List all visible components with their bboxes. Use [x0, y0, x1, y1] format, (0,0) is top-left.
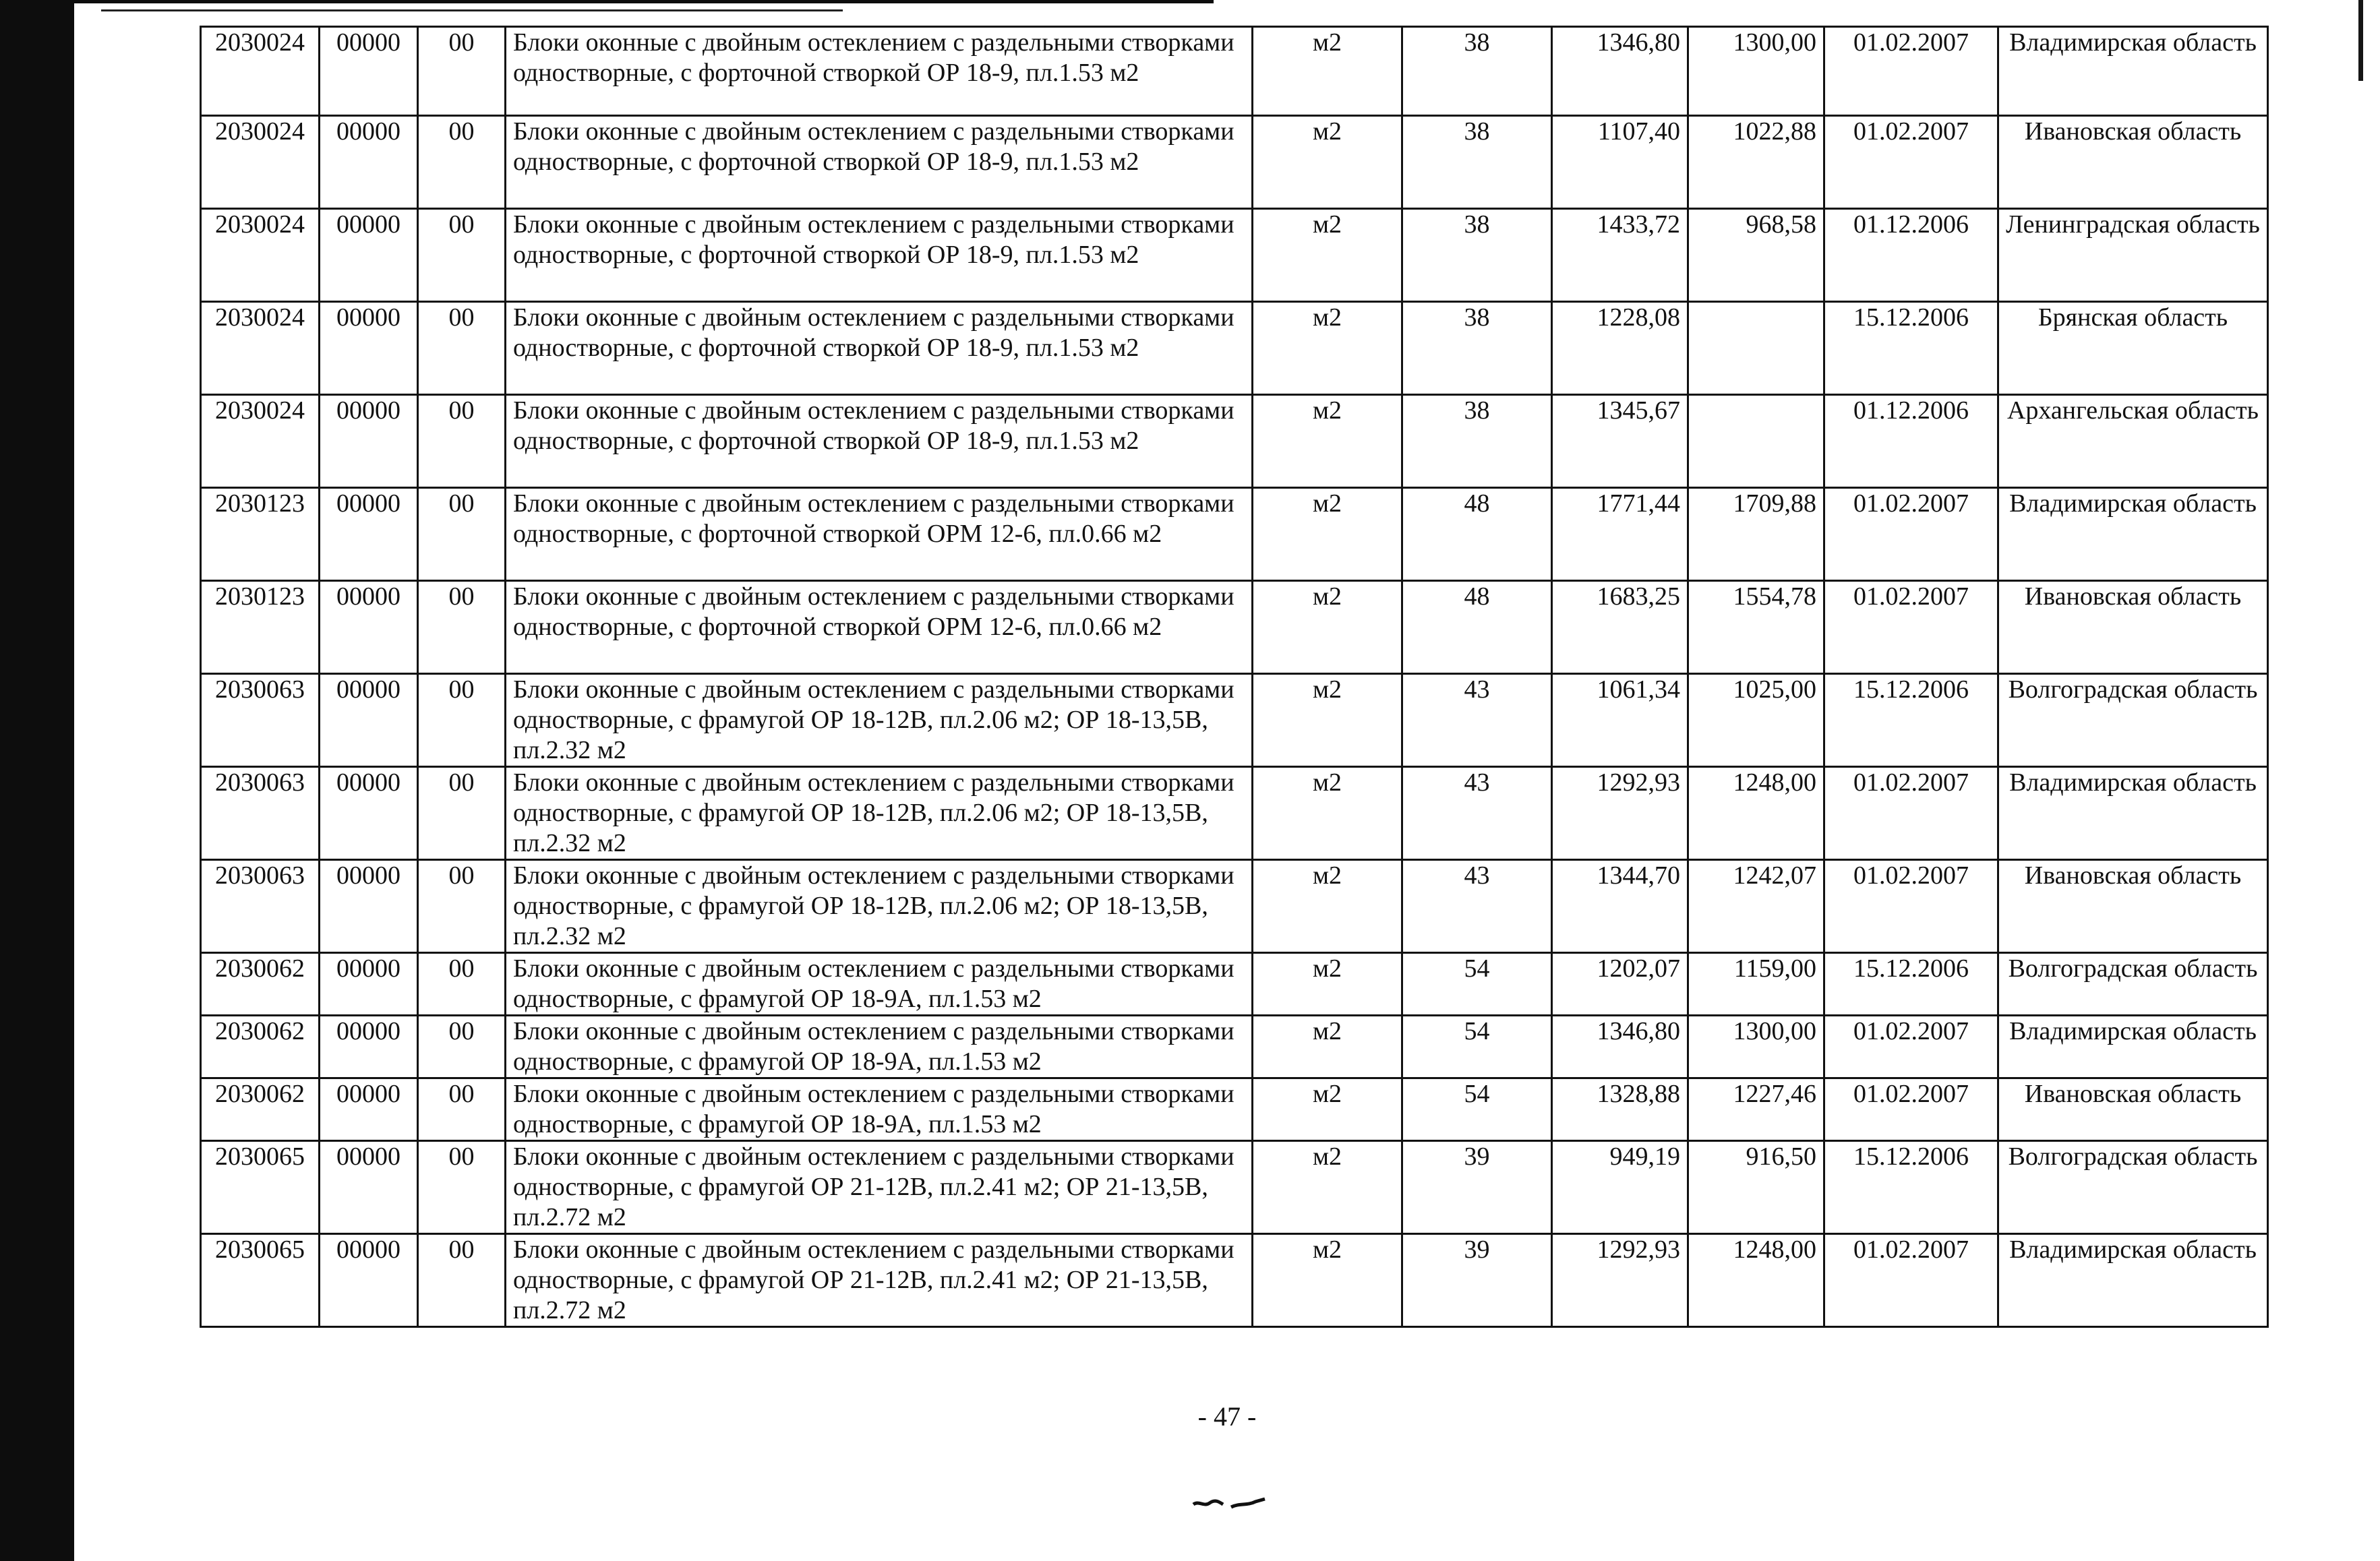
cell-price-1: 1346,80	[1552, 1016, 1688, 1078]
table-row	[201, 1141, 2268, 1234]
cell-price-2: 1227,46	[1688, 1078, 1824, 1141]
cell-price-1: 1346,80	[1552, 27, 1688, 116]
cell-subcode: 00000	[320, 116, 418, 209]
scan-right-mark	[2358, 0, 2363, 81]
cell-group: 00	[418, 488, 506, 581]
table-row	[201, 488, 2268, 581]
cell-region: Волгоградская область	[1998, 674, 2268, 767]
cell-price-1: 1228,08	[1552, 302, 1688, 395]
cell-unit: м2	[1253, 1234, 1402, 1327]
cell-price-2: 1300,00	[1688, 27, 1824, 116]
cell-region: Владимирская область	[1998, 767, 2268, 860]
cell-index: 43	[1402, 767, 1552, 860]
cell-code: 2030123	[201, 581, 320, 674]
cell-unit: м2	[1253, 1078, 1402, 1141]
cell-index: 43	[1402, 674, 1552, 767]
cell-index: 38	[1402, 395, 1552, 488]
cell-code: 2030063	[201, 767, 320, 860]
cell-price-1: 1344,70	[1552, 860, 1688, 953]
scan-top-shadow	[0, 0, 1214, 9]
page-number: - 47 -	[1197, 1401, 1257, 1432]
table-body	[201, 27, 2268, 1327]
cell-code: 2030024	[201, 302, 320, 395]
cell-subcode: 00000	[320, 395, 418, 488]
cell-region: Ивановская область	[1998, 116, 2268, 209]
cell-region: Ленинградская область	[1998, 209, 2268, 302]
cell-group: 00	[418, 1234, 506, 1327]
cell-region: Брянская область	[1998, 302, 2268, 395]
cell-index: 39	[1402, 1141, 1552, 1234]
cell-index: 38	[1402, 27, 1552, 116]
cell-date: 15.12.2006	[1824, 674, 1998, 767]
cell-region: Ивановская область	[1998, 581, 2268, 674]
cell-index: 48	[1402, 488, 1552, 581]
cell-code: 2030062	[201, 953, 320, 1016]
cell-name: Блоки оконные с двойным остеклением с раздельными створками одностворные, с фрамугой ОР 18-12В, пл.2.06 м2; ОР 18-13,5В, пл.2.32 м2	[506, 674, 1253, 767]
cell-price-2: 1709,88	[1688, 488, 1824, 581]
table-row	[201, 1016, 2268, 1078]
cell-subcode: 00000	[320, 1234, 418, 1327]
cell-price-1: 1328,88	[1552, 1078, 1688, 1141]
cell-code: 2030063	[201, 860, 320, 953]
table-row	[201, 953, 2268, 1016]
cell-index: 38	[1402, 116, 1552, 209]
table-row	[201, 767, 2268, 860]
cell-name: Блоки оконные с двойным остеклением с раздельными створками одностворные, с фрамугой ОР 21-12В, пл.2.41 м2; ОР 21-13,5В, пл.2.72 м2	[506, 1234, 1253, 1327]
cell-date: 15.12.2006	[1824, 302, 1998, 395]
table-row	[201, 209, 2268, 302]
cell-name: Блоки оконные с двойным остеклением с раздельными створками одностворные, с фрамугой ОР 18-9А, пл.1.53 м2	[506, 1016, 1253, 1078]
cell-date: 01.02.2007	[1824, 1078, 1998, 1141]
table-row	[201, 116, 2268, 209]
cell-price-1: 1683,25	[1552, 581, 1688, 674]
cell-index: 48	[1402, 581, 1552, 674]
cell-subcode: 00000	[320, 1016, 418, 1078]
cell-name: Блоки оконные с двойным остеклением с раздельными створками одностворные, с фрамугой ОР 18-9А, пл.1.53 м2	[506, 953, 1253, 1016]
cell-name: Блоки оконные с двойным остеклением с раздельными створками одностворные, с форточной створкой ОР 18-9, пл.1.53 м2	[506, 27, 1253, 116]
table-row	[201, 674, 2268, 767]
table-row	[201, 1234, 2268, 1327]
cell-price-2: 1554,78	[1688, 581, 1824, 674]
cell-unit: м2	[1253, 953, 1402, 1016]
cell-group: 00	[418, 302, 506, 395]
cell-index: 54	[1402, 953, 1552, 1016]
cell-code: 2030065	[201, 1141, 320, 1234]
cell-price-2: 1242,07	[1688, 860, 1824, 953]
cell-price-1: 1771,44	[1552, 488, 1688, 581]
cell-date: 01.02.2007	[1824, 860, 1998, 953]
cell-group: 00	[418, 767, 506, 860]
cell-code: 2030024	[201, 27, 320, 116]
cell-code: 2030024	[201, 395, 320, 488]
cell-date: 01.02.2007	[1824, 581, 1998, 674]
cell-subcode: 00000	[320, 767, 418, 860]
cell-price-2: 916,50	[1688, 1141, 1824, 1234]
cell-price-1: 949,19	[1552, 1141, 1688, 1234]
cell-unit: м2	[1253, 209, 1402, 302]
cell-region: Владимирская область	[1998, 1016, 2268, 1078]
cell-date: 01.02.2007	[1824, 488, 1998, 581]
cell-code: 2030062	[201, 1016, 320, 1078]
cell-subcode: 00000	[320, 209, 418, 302]
cell-group: 00	[418, 1141, 506, 1234]
cell-group: 00	[418, 860, 506, 953]
cell-region: Архангельская область	[1998, 395, 2268, 488]
cell-unit: м2	[1253, 302, 1402, 395]
cell-name: Блоки оконные с двойным остеклением с раздельными створками одностворные, с форточной створкой ОР 18-9, пл.1.53 м2	[506, 209, 1253, 302]
cell-unit: м2	[1253, 581, 1402, 674]
cell-group: 00	[418, 395, 506, 488]
cell-price-2: 968,58	[1688, 209, 1824, 302]
table-row	[201, 395, 2268, 488]
cell-date: 15.12.2006	[1824, 1141, 1998, 1234]
cell-date: 01.02.2007	[1824, 1234, 1998, 1327]
cell-price-1: 1292,93	[1552, 767, 1688, 860]
cell-region: Владимирская область	[1998, 27, 2268, 116]
cell-name: Блоки оконные с двойным остеклением с раздельными створками одностворные, с форточной створкой ОРМ 12-6, пл.0.66 м2	[506, 488, 1253, 581]
cell-group: 00	[418, 674, 506, 767]
cell-price-1: 1107,40	[1552, 116, 1688, 209]
top-rule	[101, 9, 843, 11]
cell-subcode: 00000	[320, 581, 418, 674]
cell-code: 2030063	[201, 674, 320, 767]
cell-price-2: 1248,00	[1688, 767, 1824, 860]
price-table	[200, 26, 2269, 1328]
table-row	[201, 860, 2268, 953]
cell-subcode: 00000	[320, 488, 418, 581]
cell-subcode: 00000	[320, 1078, 418, 1141]
cell-unit: м2	[1253, 395, 1402, 488]
table-row	[201, 1078, 2268, 1141]
cell-unit: м2	[1253, 767, 1402, 860]
cell-group: 00	[418, 581, 506, 674]
cell-date: 01.12.2006	[1824, 395, 1998, 488]
scan-edge-shadow	[0, 0, 74, 1561]
cell-price-2: 1022,88	[1688, 116, 1824, 209]
cell-region: Волгоградская область	[1998, 1141, 2268, 1234]
cell-name: Блоки оконные с двойным остеклением с раздельными створками одностворные, с фрамугой ОР 21-12В, пл.2.41 м2; ОР 21-13,5В, пл.2.72 м2	[506, 1141, 1253, 1234]
cell-code: 2030062	[201, 1078, 320, 1141]
cell-region: Владимирская область	[1998, 1234, 2268, 1327]
cell-date: 01.02.2007	[1824, 116, 1998, 209]
cell-region: Владимирская область	[1998, 488, 2268, 581]
cell-unit: м2	[1253, 488, 1402, 581]
cell-price-2: 1025,00	[1688, 674, 1824, 767]
cell-subcode: 00000	[320, 674, 418, 767]
cell-price-1: 1433,72	[1552, 209, 1688, 302]
cell-code: 2030123	[201, 488, 320, 581]
cell-index: 38	[1402, 209, 1552, 302]
cell-price-2	[1688, 302, 1824, 395]
cell-price-1: 1061,34	[1552, 674, 1688, 767]
cell-region: Ивановская область	[1998, 1078, 2268, 1141]
cell-unit: м2	[1253, 1141, 1402, 1234]
cell-subcode: 00000	[320, 953, 418, 1016]
cell-index: 39	[1402, 1234, 1552, 1327]
cell-code: 2030024	[201, 209, 320, 302]
cell-name: Блоки оконные с двойным остеклением с раздельными створками одностворные, с форточной створкой ОР 18-9, пл.1.53 м2	[506, 116, 1253, 209]
cell-region: Волгоградская область	[1998, 953, 2268, 1016]
cell-date: 01.02.2007	[1824, 1016, 1998, 1078]
cell-unit: м2	[1253, 116, 1402, 209]
cell-group: 00	[418, 1078, 506, 1141]
cell-subcode: 00000	[320, 860, 418, 953]
cell-date: 01.02.2007	[1824, 767, 1998, 860]
cell-price-1: 1202,07	[1552, 953, 1688, 1016]
cell-code: 2030065	[201, 1234, 320, 1327]
cell-price-1: 1345,67	[1552, 395, 1688, 488]
cell-price-2: 1159,00	[1688, 953, 1824, 1016]
cell-index: 43	[1402, 860, 1552, 953]
cell-group: 00	[418, 116, 506, 209]
cell-subcode: 00000	[320, 1141, 418, 1234]
cell-code: 2030024	[201, 116, 320, 209]
cell-date: 01.02.2007	[1824, 27, 1998, 116]
cell-group: 00	[418, 1016, 506, 1078]
cell-unit: м2	[1253, 674, 1402, 767]
table-row	[201, 581, 2268, 674]
cell-date: 15.12.2006	[1824, 953, 1998, 1016]
cell-group: 00	[418, 27, 506, 116]
table-row	[201, 302, 2268, 395]
cell-price-1: 1292,93	[1552, 1234, 1688, 1327]
cell-group: 00	[418, 209, 506, 302]
cell-unit: м2	[1253, 27, 1402, 116]
cell-subcode: 00000	[320, 302, 418, 395]
cell-name: Блоки оконные с двойным остеклением с раздельными створками одностворные, с форточной створкой ОР 18-9, пл.1.53 м2	[506, 395, 1253, 488]
cell-name: Блоки оконные с двойным остеклением с раздельными створками одностворные, с форточной створкой ОРМ 12-6, пл.0.66 м2	[506, 581, 1253, 674]
cell-price-2: 1300,00	[1688, 1016, 1824, 1078]
cell-name: Блоки оконные с двойным остеклением с раздельными створками одностворные, с фрамугой ОР 18-9А, пл.1.53 м2	[506, 1078, 1253, 1141]
cell-subcode: 00000	[320, 27, 418, 116]
cell-unit: м2	[1253, 1016, 1402, 1078]
cell-index: 38	[1402, 302, 1552, 395]
cell-index: 54	[1402, 1016, 1552, 1078]
cell-date: 01.12.2006	[1824, 209, 1998, 302]
cell-index: 54	[1402, 1078, 1552, 1141]
table-row	[201, 27, 2268, 116]
cell-name: Блоки оконные с двойным остеклением с раздельными створками одностворные, с фрамугой ОР 18-12В, пл.2.06 м2; ОР 18-13,5В, пл.2.32 м2	[506, 767, 1253, 860]
cell-price-2: 1248,00	[1688, 1234, 1824, 1327]
cell-price-2	[1688, 395, 1824, 488]
cell-group: 00	[418, 953, 506, 1016]
cell-unit: м2	[1253, 860, 1402, 953]
handwritten-mark	[1192, 1490, 1273, 1517]
cell-name: Блоки оконные с двойным остеклением с раздельными створками одностворные, с форточной створкой ОР 18-9, пл.1.53 м2	[506, 302, 1253, 395]
cell-region: Ивановская область	[1998, 860, 2268, 953]
cell-name: Блоки оконные с двойным остеклением с раздельными створками одностворные, с фрамугой ОР 18-12В, пл.2.06 м2; ОР 18-13,5В, пл.2.32 м2	[506, 860, 1253, 953]
